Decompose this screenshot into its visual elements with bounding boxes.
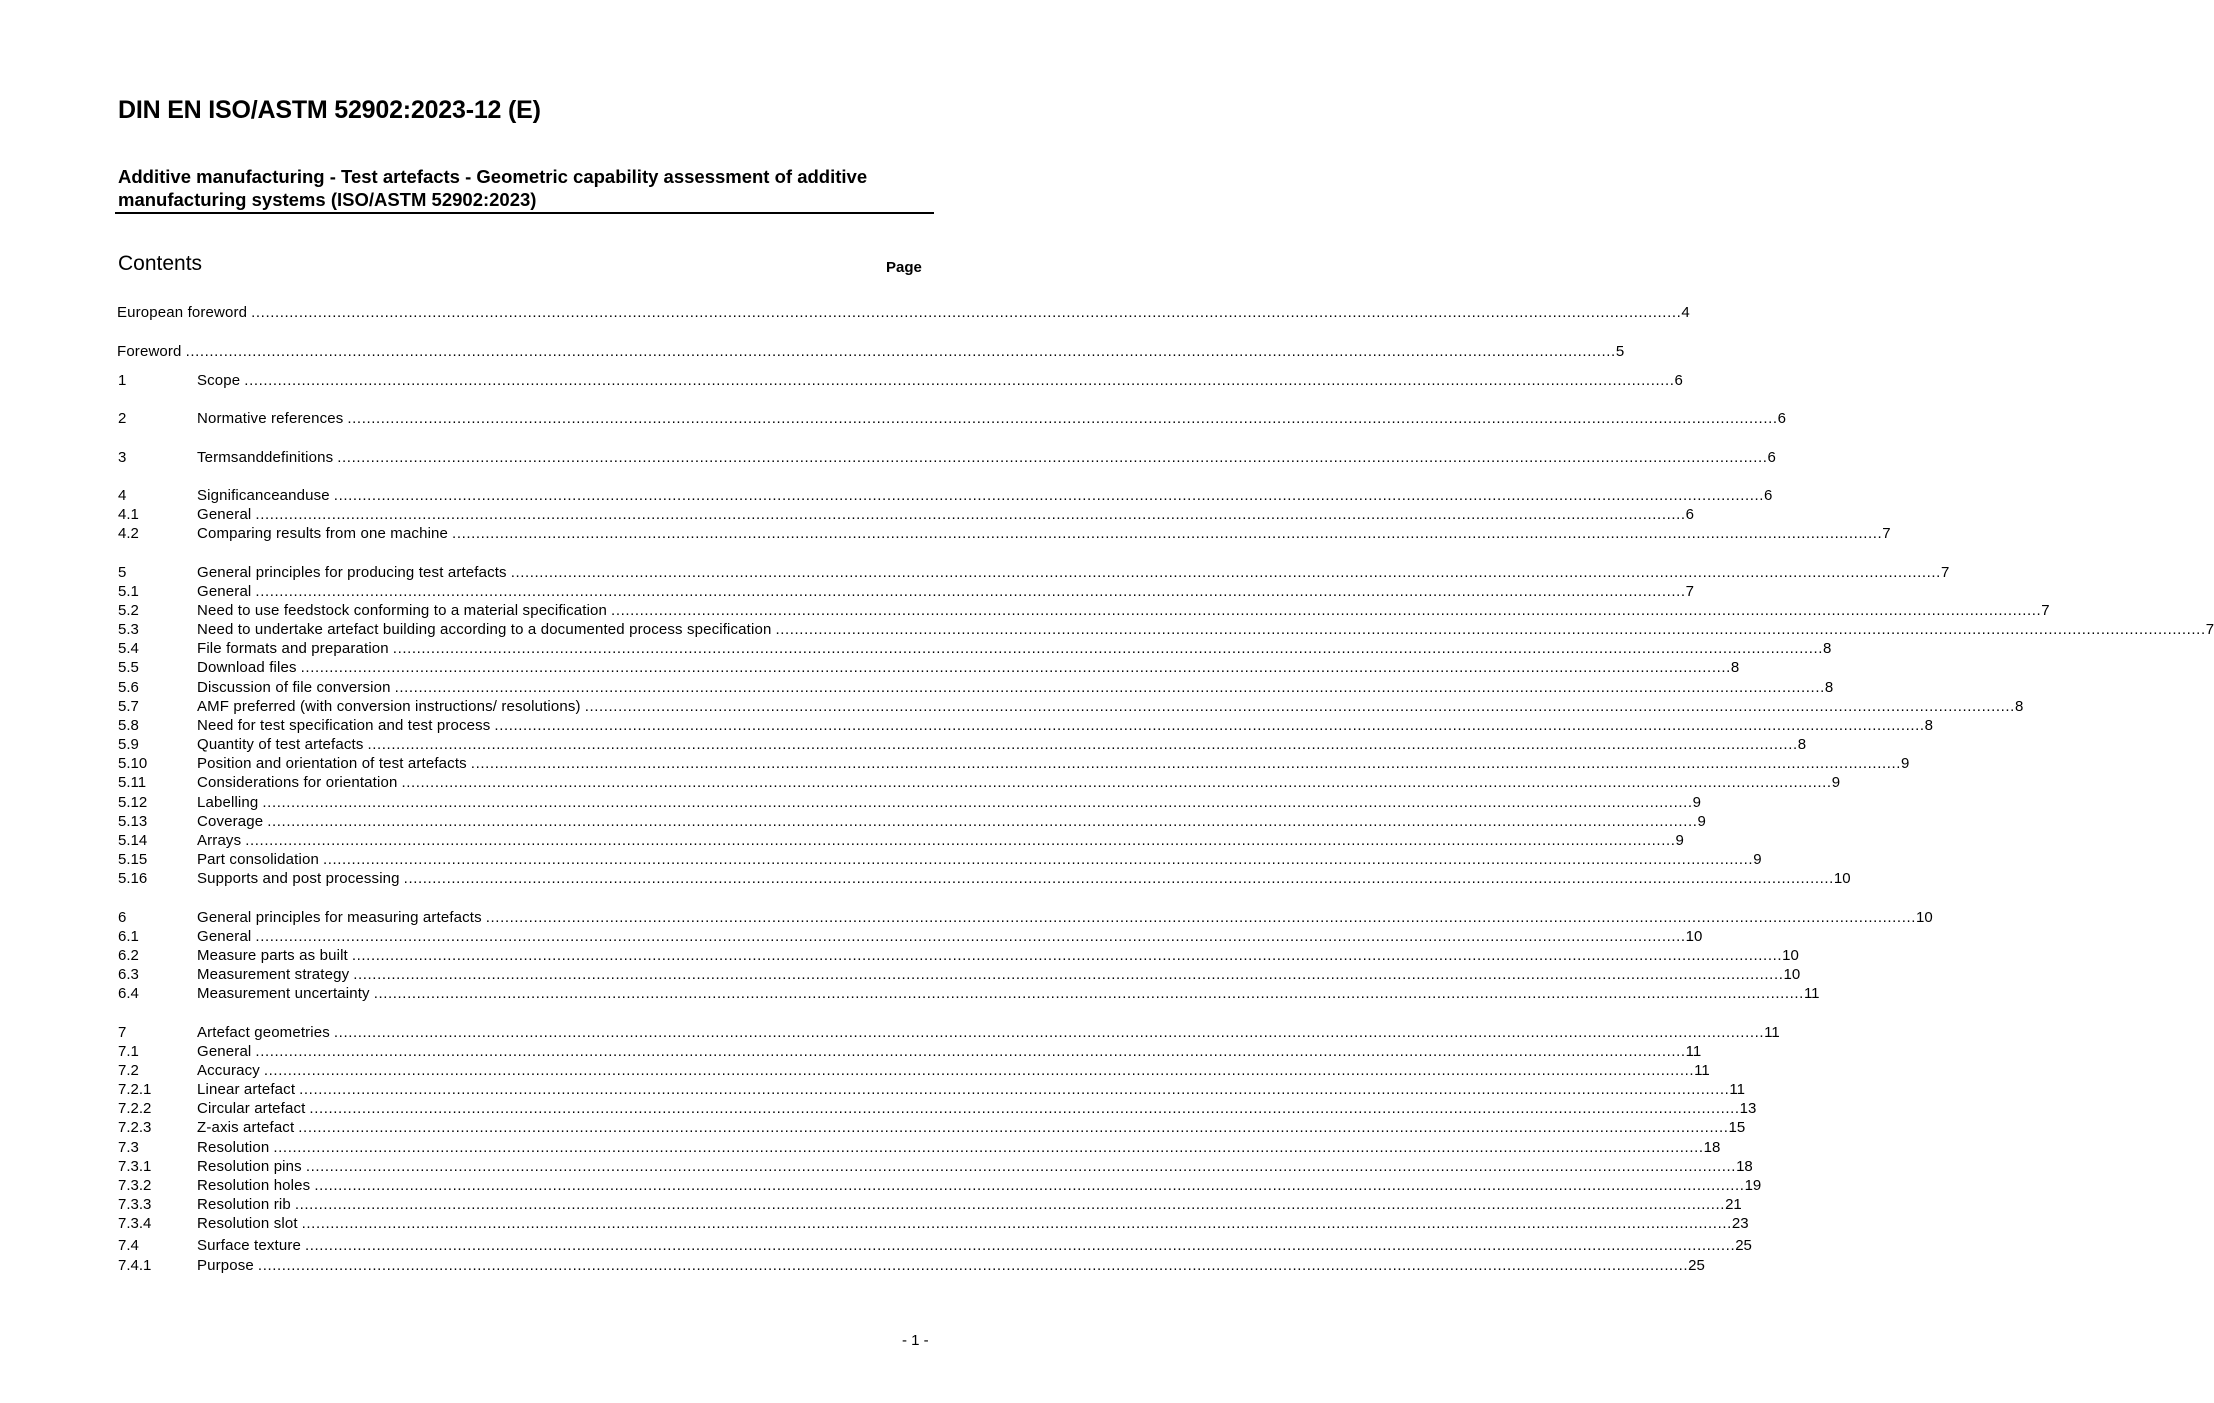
toc-entry[interactable] [0, 716, 1934, 735]
toc-leader-dots: ............................................................................................................................................................................................................................................................................................................ [470, 755, 1902, 772]
toc-entry[interactable] [0, 505, 1695, 524]
toc-entry-title: File formats and preparation [197, 640, 389, 657]
toc-entry[interactable] [0, 486, 1773, 505]
toc-entry-title: Need to undertake artefact building according to a documented process specification [197, 621, 772, 638]
toc-entry-number: 6 [118, 909, 127, 926]
toc-entry-page: 8 [1823, 640, 1832, 657]
toc-leader-dots: ............................................................................................................................................................................................................................................................................................................ [494, 717, 1925, 734]
toc-entry-number: 5.15 [118, 851, 148, 868]
toc-entry-title: Resolution slot [197, 1215, 298, 1232]
toc-entry[interactable] [0, 524, 1891, 543]
toc-entry[interactable] [0, 850, 1762, 869]
toc-entry-number: 6.4 [118, 985, 139, 1002]
toc-entry-number: 7 [118, 1024, 127, 1041]
toc-entry-page: 5 [1615, 343, 1625, 360]
toc-entry[interactable] [0, 831, 1684, 850]
toc-entry-page: 8 [1924, 717, 1934, 734]
toc-entry[interactable] [0, 946, 1799, 965]
document-title: DIN EN ISO/ASTM 52902:2023-12 (E) [118, 96, 541, 124]
toc-entry[interactable] [0, 1176, 1762, 1195]
page-column-heading: Page [886, 259, 922, 276]
toc-entry-title: Normative references [197, 410, 344, 427]
toc-leader-dots: ............................................................................................................................................................................................................................................................................................................ [584, 698, 2015, 715]
toc-entry[interactable] [0, 658, 1740, 677]
toc-leader-dots: ............................................................................................................................................................................................................................................................................................................ [244, 372, 1675, 389]
toc-leader-dots: ............................................................................................................................................................................................................................................................................................................ [267, 813, 1698, 830]
toc-entry-number: 3 [118, 449, 127, 466]
toc-entry-page: 6 [1764, 487, 1773, 504]
toc-entry-title: Measurement uncertainty [197, 985, 370, 1002]
toc-leader-dots: ............................................................................................................................................................................................................................................................................................................ [300, 659, 1731, 676]
toc-entry[interactable] [0, 1138, 1721, 1157]
toc-entry-title: Part consolidation [197, 851, 319, 868]
toc-entry-number: 6.1 [118, 928, 139, 945]
toc-entry[interactable] [0, 1195, 1742, 1214]
toc-leader-dots: ............................................................................................................................................................................................................................................................................................................ [309, 1100, 1740, 1117]
toc-entry-title: Coverage [197, 813, 264, 830]
toc-entry-title: Z-axis artefact [197, 1119, 295, 1136]
toc-leader-dots: ............................................................................................................................................................................................................................................................................................................ [392, 640, 1824, 657]
toc-entry-page: 7 [1940, 564, 1950, 581]
toc-entry[interactable] [0, 793, 1701, 812]
toc-entry-page: 23 [1731, 1215, 1749, 1232]
toc-leader-dots: ............................................................................................................................................................................................................................................................................................................ [401, 774, 1832, 791]
toc-entry[interactable] [0, 563, 1950, 582]
toc-entry[interactable] [0, 908, 1933, 927]
toc-entry[interactable] [0, 1118, 1746, 1137]
toc-entry-page: 19 [1744, 1177, 1762, 1194]
toc-leader-dots: ............................................................................................................................................................................................................................................................................................................ [294, 1196, 1726, 1213]
toc-entry[interactable] [0, 869, 1851, 888]
toc-entry-number: 4.1 [118, 506, 139, 523]
toc-entry-title: Scope [197, 372, 241, 389]
toc-leader-dots: ............................................................................................................................................................................................................................................................................................................ [185, 343, 1616, 360]
toc-entry-page: 11 [1729, 1081, 1745, 1098]
toc-entry-page: 11 [1685, 1043, 1702, 1060]
toc-leader-dots: ............................................................................................................................................................................................................................................................................................................ [485, 909, 1917, 926]
toc-entry-number: 7.3.3 [118, 1196, 152, 1213]
toc-entry-page: 18 [1736, 1158, 1753, 1175]
toc-entry-title: Considerations for orientation [197, 774, 398, 791]
toc-leader-dots: ............................................................................................................................................................................................................................................................................................................ [298, 1119, 1729, 1136]
toc-entry-page: 7 [2041, 602, 2050, 619]
toc-entry-title: Discussion of file conversion [197, 679, 391, 696]
toc-entry-number: 5.4 [118, 640, 139, 657]
toc-entry-page: 7 [2205, 621, 2214, 638]
toc-leader-dots: ............................................................................................................................................................................................................................................................................................................ [394, 679, 1825, 696]
toc-leader-dots: ............................................................................................................................................................................................................................................................................................................ [333, 487, 1765, 504]
toc-entry[interactable] [0, 1042, 1702, 1061]
toc-entry-title: Labelling [197, 794, 259, 811]
toc-entry-number: 7.2.3 [118, 1119, 152, 1136]
toc-entry-title: Foreword [117, 343, 182, 360]
toc-entry[interactable] [0, 601, 2050, 620]
toc-entry[interactable] [0, 927, 1703, 946]
toc-entry-title: Resolution rib [197, 1196, 291, 1213]
toc-entry-number: 7.1 [118, 1043, 139, 1060]
toc-entry-page: 9 [1753, 851, 1762, 868]
toc-entry-number: 6.2 [118, 947, 139, 964]
toc-leader-dots: ............................................................................................................................................................................................................................................................................................................ [273, 1139, 1704, 1156]
toc-entry[interactable] [0, 409, 1786, 428]
toc-entry-number: 5.3 [118, 621, 139, 638]
toc-entry-page: 15 [1728, 1119, 1746, 1136]
toc-entry-page: 7 [1882, 525, 1891, 542]
toc-leader-dots: ............................................................................................................................................................................................................................................................................................................ [367, 736, 1798, 753]
toc-leader-dots: ............................................................................................................................................................................................................................................................................................................ [333, 1024, 1765, 1041]
toc-entry-title: AMF preferred (with conversion instructions/ resolutions) [197, 698, 581, 715]
toc-entry-page: 7 [1685, 583, 1695, 600]
toc-entry-page: 9 [1675, 832, 1684, 849]
toc-entry-title: General principles for measuring artefacts [197, 909, 482, 926]
toc-leader-dots: ............................................................................................................................................................................................................................................................................................................ [245, 832, 1676, 849]
toc-leader-dots: ............................................................................................................................................................................................................................................................................................................ [263, 1062, 1695, 1079]
toc-entry-number: 4 [118, 487, 127, 504]
toc-leader-dots: ............................................................................................................................................................................................................................................................................................................ [452, 525, 1883, 542]
toc-entry-title: General [197, 1043, 252, 1060]
toc-entry-title: Measurement strategy [197, 966, 350, 983]
toc-entry-page: 8 [1730, 659, 1740, 676]
toc-entry-title: General [197, 928, 252, 945]
toc-entry-page: 21 [1725, 1196, 1742, 1213]
toc-leader-dots: ............................................................................................................................................................................................................................................................................................................ [314, 1177, 1745, 1194]
toc-entry-page: 13 [1739, 1100, 1757, 1117]
toc-entry-page: 18 [1703, 1139, 1721, 1156]
toc-entry-number: 5.9 [118, 736, 139, 753]
toc-entry-page: 25 [1735, 1237, 1752, 1254]
toc-entry-title: Measure parts as built [197, 947, 348, 964]
toc-leader-dots: ............................................................................................................................................................................................................................................................................................................ [255, 506, 1686, 523]
toc-entry-title: Position and orientation of test artefacts [197, 755, 467, 772]
toc-entry-number: 7.2 [118, 1062, 139, 1079]
toc-entry-page: 9 [1831, 774, 1841, 791]
toc-entry-title: Comparing results from one machine [197, 525, 449, 542]
toc-entry-page: 6 [1685, 506, 1695, 523]
toc-entry[interactable] [0, 812, 1706, 831]
toc-leader-dots: ............................................................................................................................................................................................................................................................................................................ [255, 1043, 1686, 1060]
toc-entry-page: 10 [1833, 870, 1851, 887]
toc-entry-page: 9 [1901, 755, 1910, 772]
toc-leader-dots: ............................................................................................................................................................................................................................................................................................................ [301, 1215, 1732, 1232]
toc-entry-number: 1 [118, 372, 127, 389]
toc-entry-number: 6.3 [118, 966, 139, 983]
toc-entry-title: Artefact geometries [197, 1024, 330, 1041]
toc-entry-title: Purpose [197, 1257, 254, 1274]
toc-leader-dots: ............................................................................................................................................................................................................................................................................................................ [337, 449, 1768, 466]
toc-entry[interactable] [0, 1099, 1757, 1118]
toc-leader-dots: ............................................................................................................................................................................................................................................................................................................ [403, 870, 1834, 887]
toc-leader-dots: ............................................................................................................................................................................................................................................................................................................ [611, 602, 2042, 619]
toc-entry-number: 5.16 [118, 870, 148, 887]
toc-leader-dots: ............................................................................................................................................................................................................................................................................................................ [347, 410, 1778, 427]
toc-entry-number: 5.6 [118, 679, 139, 696]
toc-entry-title: Surface texture [197, 1237, 301, 1254]
toc-leader-dots: ............................................................................................................................................................................................................................................................................................................ [299, 1081, 1730, 1098]
toc-leader-dots: ............................................................................................................................................................................................................................................................................................................ [510, 564, 1941, 581]
toc-leader-dots: ............................................................................................................................................................................................................................................................................................................ [255, 928, 1686, 945]
toc-entry-page: 10 [1783, 966, 1801, 983]
toc-entry-page: 11 [1803, 985, 1820, 1002]
toc-entry-title: Circular artefact [197, 1100, 306, 1117]
toc-entry[interactable] [0, 303, 1690, 322]
toc-entry-page: 6 [1777, 410, 1786, 427]
toc-entry-page: 10 [1782, 947, 1799, 964]
toc-entry-page: 8 [1824, 679, 1834, 696]
toc-entry[interactable] [0, 1236, 1752, 1255]
toc-entry-number: 7.3.4 [118, 1215, 152, 1232]
toc-entry-number: 5.12 [118, 794, 148, 811]
toc-leader-dots: ............................................................................................................................................................................................................................................................................................................ [255, 583, 1686, 600]
toc-leader-dots: ............................................................................................................................................................................................................................................................................................................ [351, 947, 1783, 964]
toc-leader-dots: ............................................................................................................................................................................................................................................................................................................ [353, 966, 1784, 983]
toc-entry-title: General [197, 583, 252, 600]
toc-entry[interactable] [0, 582, 1695, 601]
toc-entry-title: Need to use feedstock conforming to a material specification [197, 602, 608, 619]
toc-entry-number: 7.4 [118, 1237, 139, 1254]
toc-entry-number: 7.3.1 [118, 1158, 152, 1175]
toc-leader-dots: ............................................................................................................................................................................................................................................................................................................ [251, 304, 1682, 321]
toc-entry-title: Quantity of test artefacts [197, 736, 364, 753]
toc-entry-number: 7.4.1 [118, 1257, 152, 1274]
toc-entry-number: 7.2.2 [118, 1100, 152, 1117]
toc-entry[interactable] [0, 342, 1625, 361]
toc-entry-number: 5.1 [118, 583, 139, 600]
toc-entry-page: 6 [1767, 449, 1776, 466]
toc-entry-title: General [197, 506, 252, 523]
contents-heading: Contents [118, 252, 203, 275]
toc-entry-page: 10 [1916, 909, 1933, 926]
toc-leader-dots: ............................................................................................................................................................................................................................................................................................................ [322, 851, 1754, 868]
toc-entry-number: 5.13 [118, 813, 148, 830]
toc-entry[interactable] [0, 1061, 1710, 1080]
toc-entry-title: Termsanddefinitions [197, 449, 334, 466]
toc-entry-number: 5.8 [118, 717, 139, 734]
page-number: - 1 - [902, 1332, 929, 1349]
toc-entry[interactable] [0, 639, 1832, 658]
toc-entry-number: 7.3.2 [118, 1177, 152, 1194]
toc-entry-number: 5.10 [118, 755, 148, 772]
toc-entry-page: 6 [1674, 372, 1683, 389]
toc-entry-title: Resolution pins [197, 1158, 302, 1175]
toc-entry[interactable] [0, 1023, 1780, 1042]
toc-entry[interactable] [0, 678, 1834, 697]
toc-entry-page: 10 [1685, 928, 1703, 945]
toc-leader-dots: ............................................................................................................................................................................................................................................................................................................ [262, 794, 1693, 811]
toc-entry-page: 8 [2014, 698, 2024, 715]
toc-entry[interactable] [0, 773, 1841, 792]
toc-leader-dots: ............................................................................................................................................................................................................................................................................................................ [257, 1257, 1689, 1274]
toc-entry-title: Supports and post processing [197, 870, 400, 887]
toc-entry-number: 4.2 [118, 525, 139, 542]
toc-entry-page: 25 [1688, 1257, 1705, 1274]
toc-entry-page: 4 [1681, 304, 1690, 321]
toc-entry-number: 5.14 [118, 832, 148, 849]
toc-entry-number: 5.7 [118, 698, 139, 715]
toc-entry[interactable] [0, 965, 1801, 984]
toc-entry[interactable] [0, 371, 1683, 390]
toc-entry-number: 5.5 [118, 659, 139, 676]
toc-entry[interactable] [0, 1080, 1745, 1099]
toc-entry-page: 9 [1692, 794, 1701, 811]
toc-entry-title: Resolution [197, 1139, 270, 1156]
toc-entry-title: General principles for producing test artefacts [197, 564, 507, 581]
toc-entry-title: Accuracy [197, 1062, 260, 1079]
toc-entry-number: 7.3 [118, 1139, 139, 1156]
toc-entry-title: Download files [197, 659, 297, 676]
toc-entry[interactable] [0, 1256, 1705, 1275]
toc-entry-number: 5 [118, 564, 127, 581]
document-subtitle: Additive manufacturing - Test artefacts - Geometric capability assessment of additive manufacturing systems (ISO/ASTM 52902:2023) [118, 166, 868, 210]
toc-entry[interactable] [0, 735, 1807, 754]
toc-entry-page: 11 [1694, 1062, 1710, 1079]
toc-entry[interactable] [0, 984, 1820, 1003]
toc-leader-dots: ............................................................................................................................................................................................................................................................................................................ [305, 1158, 1737, 1175]
toc-leader-dots: ............................................................................................................................................................................................................................................................................................................ [373, 985, 1804, 1002]
toc-entry[interactable] [0, 448, 1776, 467]
toc-entry-number: 2 [118, 410, 127, 427]
toc-leader-dots: ............................................................................................................................................................................................................................................................................................................ [775, 621, 2206, 638]
title-divider [115, 212, 934, 214]
toc-leader-dots: ............................................................................................................................................................................................................................................................................................................ [304, 1237, 1736, 1254]
toc-entry-page: 11 [1764, 1024, 1780, 1041]
toc-entry-title: Resolution holes [197, 1177, 311, 1194]
toc-entry[interactable] [0, 1214, 1749, 1233]
toc-entry-title: Linear artefact [197, 1081, 296, 1098]
toc-entry-number: 7.2.1 [118, 1081, 152, 1098]
toc-entry-number: 5.2 [118, 602, 139, 619]
toc-entry-page: 9 [1697, 813, 1706, 830]
toc-entry-page: 8 [1797, 736, 1807, 753]
toc-entry[interactable] [0, 697, 2024, 716]
toc-entry[interactable] [0, 754, 1910, 773]
toc-entry[interactable] [0, 1157, 1753, 1176]
toc-entry-title: Significanceanduse [197, 487, 330, 504]
toc-entry-title: European foreword [117, 304, 248, 321]
toc-entry-title: Need for test specification and test process [197, 717, 491, 734]
toc-entry-number: 5.11 [118, 774, 147, 791]
toc-entry[interactable] [0, 620, 2214, 639]
toc-entry-title: Arrays [197, 832, 242, 849]
